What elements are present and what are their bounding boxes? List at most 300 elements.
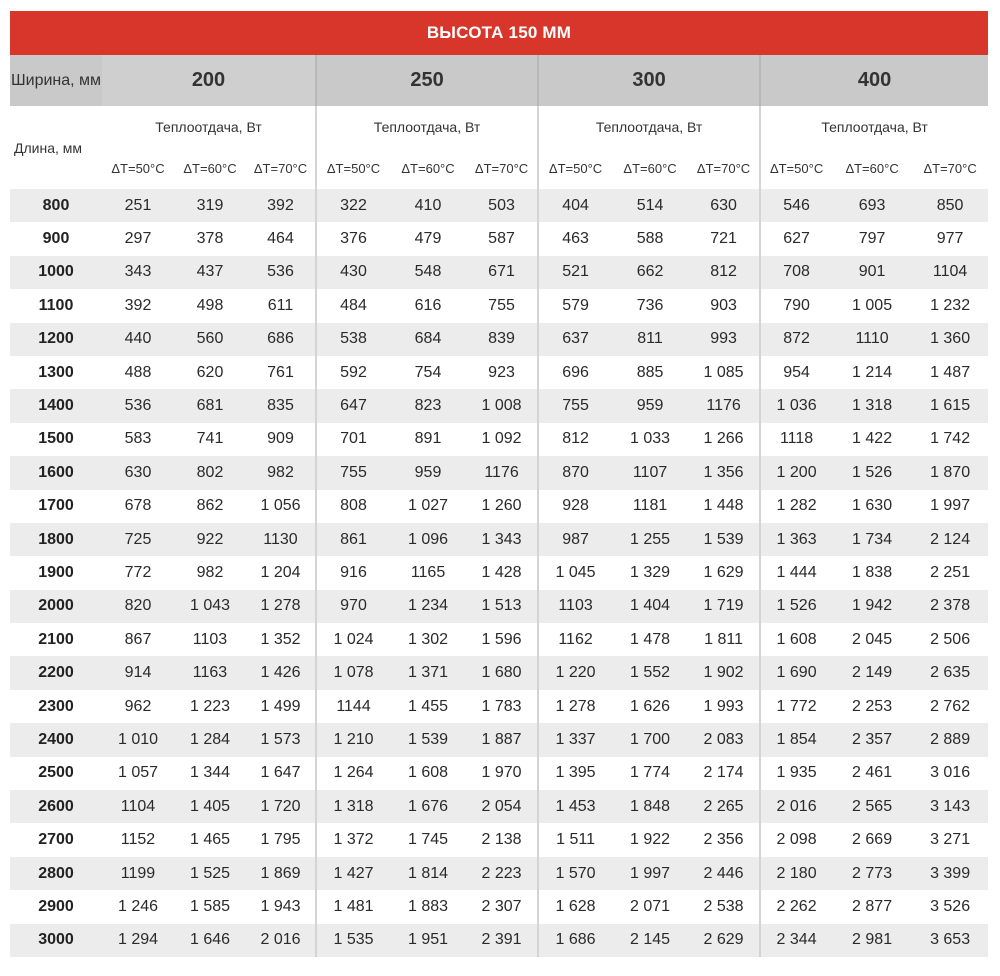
value-cell: 928 [538,490,612,523]
value-cell: 1 278 [538,690,612,723]
heat-label-300: Теплоотдача, Вт [538,106,760,147]
value-cell: 579 [538,289,612,322]
value-cell: 392 [102,289,174,322]
value-cell: 977 [912,222,988,255]
value-cell: 1 487 [912,356,988,389]
value-cell: 1 444 [760,556,832,589]
value-cell: 587 [466,222,538,255]
length-cell: 2700 [10,823,102,856]
value-cell: 755 [316,456,390,489]
value-cell: 1 539 [390,723,466,756]
value-cell: 1 302 [390,623,466,656]
value-cell: 343 [102,256,174,289]
value-cell: 1 264 [316,757,390,790]
value-cell: 1 371 [390,656,466,689]
value-cell: 1 278 [246,590,316,623]
value-cell: 982 [246,456,316,489]
value-cell: 811 [612,323,688,356]
value-cell: 862 [174,490,246,523]
value-cell: 1 511 [538,823,612,856]
heat-label-250: Теплоотдача, Вт [316,106,538,147]
value-cell: 1 220 [538,656,612,689]
value-cell: 464 [246,222,316,255]
value-cell: 2 265 [688,790,760,823]
value-cell: 954 [760,356,832,389]
length-cell: 2400 [10,723,102,756]
value-cell: 2 635 [912,656,988,689]
value-cell: 3 271 [912,823,988,856]
value-cell: 616 [390,289,466,322]
value-cell: 839 [466,323,538,356]
table-row [10,289,988,322]
value-cell: 1 573 [246,723,316,756]
value-cell: 647 [316,389,390,422]
value-cell: 430 [316,256,390,289]
table-row [10,256,988,289]
value-cell: 1 526 [832,456,912,489]
delta-t-header: ΔT=50°C [760,147,832,189]
value-cell: 1 690 [760,656,832,689]
value-cell: 923 [466,356,538,389]
table-row [10,323,988,356]
value-cell: 1 795 [246,823,316,856]
length-cell: 2600 [10,790,102,823]
value-cell: 1 057 [102,757,174,790]
value-cell: 1107 [612,456,688,489]
value-cell: 721 [688,222,760,255]
value-cell: 1 535 [316,924,390,957]
value-cell: 536 [246,256,316,289]
value-cell: 1 372 [316,823,390,856]
value-cell: 410 [390,189,466,222]
table-row [10,623,988,656]
delta-t-header: ΔT=50°C [538,147,612,189]
value-cell: 1 742 [912,423,988,456]
value-cell: 1 455 [390,690,466,723]
value-cell: 1104 [102,790,174,823]
value-cell: 1162 [538,623,612,656]
value-cell: 1 814 [390,857,466,890]
value-cell: 1165 [390,556,466,589]
delta-t-header: ΔT=70°C [688,147,760,189]
value-cell: 662 [612,256,688,289]
value-cell: 322 [316,189,390,222]
value-cell: 1 010 [102,723,174,756]
value-cell: 1 078 [316,656,390,689]
value-cell: 812 [688,256,760,289]
value-cell: 802 [174,456,246,489]
value-cell: 1 525 [174,857,246,890]
value-cell: 378 [174,222,246,255]
value-cell: 548 [390,256,466,289]
table-row [10,723,988,756]
value-cell: 1 428 [466,556,538,589]
value-cell: 2 538 [688,890,760,923]
length-cell: 1800 [10,523,102,556]
value-cell: 2 138 [466,823,538,856]
delta-t-header: ΔT=60°C [174,147,246,189]
value-cell: 959 [612,389,688,422]
value-cell: 1 869 [246,857,316,890]
value-cell: 1 056 [246,490,316,523]
width-300: 300 [538,55,760,106]
value-cell: 3 143 [912,790,988,823]
value-cell: 2 223 [466,857,538,890]
value-cell: 588 [612,222,688,255]
value-cell: 1 608 [390,757,466,790]
value-cell: 1 395 [538,757,612,790]
value-cell: 1 005 [832,289,912,322]
value-cell: 1 870 [912,456,988,489]
value-cell: 1 499 [246,690,316,723]
value-cell: 1 200 [760,456,832,489]
value-cell: 463 [538,222,612,255]
table-row [10,490,988,523]
value-cell: 987 [538,523,612,556]
value-cell: 1 838 [832,556,912,589]
value-cell: 1 008 [466,389,538,422]
value-cell: 488 [102,356,174,389]
length-cell: 2200 [10,656,102,689]
value-cell: 2 762 [912,690,988,723]
value-cell: 1 024 [316,623,390,656]
value-cell: 2 098 [760,823,832,856]
value-cell: 392 [246,189,316,222]
length-cell: 2500 [10,757,102,790]
value-cell: 2 016 [760,790,832,823]
table-row [10,222,988,255]
value-cell: 1 734 [832,523,912,556]
value-cell: 901 [832,256,912,289]
table-row [10,656,988,689]
value-cell: 885 [612,356,688,389]
value-cell: 521 [538,256,612,289]
value-cell: 2 253 [832,690,912,723]
value-cell: 1 465 [174,823,246,856]
value-cell: 1 329 [612,556,688,589]
value-cell: 503 [466,189,538,222]
value-cell: 2 356 [688,823,760,856]
length-cell: 1600 [10,456,102,489]
value-cell: 1 630 [832,490,912,523]
value-cell: 1118 [760,423,832,456]
value-cell: 1 478 [612,623,688,656]
value-cell: 560 [174,323,246,356]
value-cell: 861 [316,523,390,556]
value-cell: 1 481 [316,890,390,923]
value-cell: 1 352 [246,623,316,656]
value-cell: 1 680 [466,656,538,689]
value-cell: 708 [760,256,832,289]
value-cell: 2 149 [832,656,912,689]
value-cell: 696 [538,356,612,389]
value-cell: 1 997 [912,490,988,523]
value-cell: 693 [832,189,912,222]
value-cell: 1103 [174,623,246,656]
length-cell: 1700 [10,490,102,523]
value-cell: 2 889 [912,723,988,756]
value-cell: 2 773 [832,857,912,890]
length-cell: 800 [10,189,102,222]
table-title-banner: ВЫСОТА 150 ММ [10,11,988,55]
value-cell: 755 [538,389,612,422]
value-cell: 820 [102,590,174,623]
value-cell: 1 085 [688,356,760,389]
value-cell: 1 092 [466,423,538,456]
value-cell: 1 096 [390,523,466,556]
value-cell: 627 [760,222,832,255]
value-cell: 870 [538,456,612,489]
value-cell: 914 [102,656,174,689]
value-cell: 1 344 [174,757,246,790]
value-cell: 1 284 [174,723,246,756]
value-cell: 630 [102,456,174,489]
value-cell: 1 811 [688,623,760,656]
value-cell: 1 935 [760,757,832,790]
value-cell: 1 970 [466,757,538,790]
value-cell: 1 405 [174,790,246,823]
value-cell: 1 036 [760,389,832,422]
value-cell: 1 628 [538,890,612,923]
value-cell: 546 [760,189,832,222]
length-cell: 3000 [10,924,102,957]
value-cell: 1 772 [760,690,832,723]
value-cell: 1 255 [612,523,688,556]
value-cell: 1 783 [466,690,538,723]
value-cell: 2 378 [912,590,988,623]
value-cell: 1176 [688,389,760,422]
value-cell: 1 902 [688,656,760,689]
value-cell: 3 016 [912,757,988,790]
value-cell: 1 360 [912,323,988,356]
value-cell: 761 [246,356,316,389]
value-cell: 1 883 [390,890,466,923]
value-cell: 1181 [612,490,688,523]
value-cell: 404 [538,189,612,222]
value-cell: 1 596 [466,623,538,656]
value-cell: 2 262 [760,890,832,923]
length-cell: 1500 [10,423,102,456]
value-cell: 1 774 [612,757,688,790]
width-header-row [10,55,988,106]
value-cell: 790 [760,289,832,322]
value-cell: 479 [390,222,466,255]
value-cell: 1 043 [174,590,246,623]
value-cell: 1 404 [612,590,688,623]
value-cell: 2 045 [832,623,912,656]
length-cell: 2000 [10,590,102,623]
value-cell: 1 343 [466,523,538,556]
table-row [10,790,988,823]
value-cell: 2 446 [688,857,760,890]
value-cell: 2 461 [832,757,912,790]
table-row [10,356,988,389]
value-cell: 1 700 [612,723,688,756]
value-cell: 1 232 [912,289,988,322]
width-400: 400 [760,55,988,106]
value-cell: 3 653 [912,924,988,957]
length-cell: 2900 [10,890,102,923]
heat-label-400: Теплоотдача, Вт [760,106,988,147]
value-cell: 1 214 [832,356,912,389]
width-200: 200 [102,55,316,106]
value-cell: 916 [316,556,390,589]
table-row [10,189,988,222]
value-cell: 1 318 [832,389,912,422]
value-cell: 2 251 [912,556,988,589]
value-cell: 970 [316,590,390,623]
value-cell: 671 [466,256,538,289]
value-cell: 1103 [538,590,612,623]
value-cell: 1 033 [612,423,688,456]
value-cell: 850 [912,189,988,222]
value-cell: 1 363 [760,523,832,556]
table-row [10,890,988,923]
value-cell: 741 [174,423,246,456]
value-cell: 2 357 [832,723,912,756]
length-label: Длина, мм [10,106,102,189]
value-cell: 1 294 [102,924,174,957]
length-cell: 1300 [10,356,102,389]
value-cell: 2 669 [832,823,912,856]
value-cell: 2 629 [688,924,760,957]
value-cell: 1 570 [538,857,612,890]
table-row [10,456,988,489]
value-cell: 725 [102,523,174,556]
value-cell: 484 [316,289,390,322]
value-cell: 1 720 [246,790,316,823]
value-cell: 909 [246,423,316,456]
value-cell: 1 223 [174,690,246,723]
value-cell: 993 [688,323,760,356]
value-cell: 1 513 [466,590,538,623]
value-cell: 812 [538,423,612,456]
length-cell: 2300 [10,690,102,723]
value-cell: 736 [612,289,688,322]
table-row [10,757,988,790]
value-cell: 2 307 [466,890,538,923]
value-cell: 2 016 [246,924,316,957]
value-cell: 1 422 [832,423,912,456]
value-cell: 962 [102,690,174,723]
value-cell: 982 [174,556,246,589]
value-cell: 1 526 [760,590,832,623]
delta-t-header: ΔT=70°C [912,147,988,189]
value-cell: 1110 [832,323,912,356]
value-cell: 592 [316,356,390,389]
value-cell: 514 [612,189,688,222]
value-cell: 583 [102,423,174,456]
value-cell: 755 [466,289,538,322]
value-cell: 2 506 [912,623,988,656]
value-cell: 1 266 [688,423,760,456]
delta-t-header: ΔT=50°C [102,147,174,189]
table-row [10,823,988,856]
value-cell: 3 399 [912,857,988,890]
value-cell: 1 282 [760,490,832,523]
length-cell: 2100 [10,623,102,656]
value-cell: 1 585 [174,890,246,923]
value-cell: 2 391 [466,924,538,957]
delta-t-row [10,147,988,189]
value-cell: 1 246 [102,890,174,923]
value-cell: 867 [102,623,174,656]
value-cell: 959 [390,456,466,489]
value-cell: 2 071 [612,890,688,923]
table-row [10,556,988,589]
table-row [10,857,988,890]
value-cell: 1 943 [246,890,316,923]
delta-t-header: ΔT=50°C [316,147,390,189]
value-cell: 1 848 [612,790,688,823]
value-cell: 1 318 [316,790,390,823]
length-cell: 1000 [10,256,102,289]
value-cell: 754 [390,356,466,389]
length-cell: 1900 [10,556,102,589]
value-cell: 2 124 [912,523,988,556]
value-cell: 440 [102,323,174,356]
value-cell: 538 [316,323,390,356]
value-cell: 1 210 [316,723,390,756]
width-label: Ширина, мм [10,55,102,106]
value-cell: 620 [174,356,246,389]
width-250: 250 [316,55,538,106]
value-cell: 1 260 [466,490,538,523]
delta-t-header: ΔT=60°C [832,147,912,189]
value-cell: 1 646 [174,924,246,957]
value-cell: 1 356 [688,456,760,489]
value-cell: 2 145 [612,924,688,957]
value-cell: 891 [390,423,466,456]
value-cell: 1 951 [390,924,466,957]
value-cell: 1 027 [390,490,466,523]
value-cell: 536 [102,389,174,422]
value-cell: 3 526 [912,890,988,923]
heat-label-row [10,106,988,147]
value-cell: 1 427 [316,857,390,890]
value-cell: 1 045 [538,556,612,589]
value-cell: 797 [832,222,912,255]
value-cell: 1104 [912,256,988,289]
table-row [10,690,988,723]
value-cell: 1 615 [912,389,988,422]
delta-t-header: ΔT=70°C [246,147,316,189]
value-cell: 2 174 [688,757,760,790]
value-cell: 376 [316,222,390,255]
value-cell: 2 083 [688,723,760,756]
value-cell: 1163 [174,656,246,689]
value-cell: 1 686 [538,924,612,957]
value-cell: 251 [102,189,174,222]
heat-label-200: Теплоотдача, Вт [102,106,316,147]
value-cell: 903 [688,289,760,322]
length-cell: 900 [10,222,102,255]
value-cell: 823 [390,389,466,422]
value-cell: 1 997 [612,857,688,890]
value-cell: 2 344 [760,924,832,957]
value-cell: 1152 [102,823,174,856]
value-cell: 2 565 [832,790,912,823]
table-row [10,389,988,422]
value-cell: 630 [688,189,760,222]
value-cell: 1 629 [688,556,760,589]
value-cell: 611 [246,289,316,322]
table-row [10,924,988,957]
value-cell: 1 448 [688,490,760,523]
value-cell: 1199 [102,857,174,890]
value-cell: 2 981 [832,924,912,957]
value-cell: 1 942 [832,590,912,623]
